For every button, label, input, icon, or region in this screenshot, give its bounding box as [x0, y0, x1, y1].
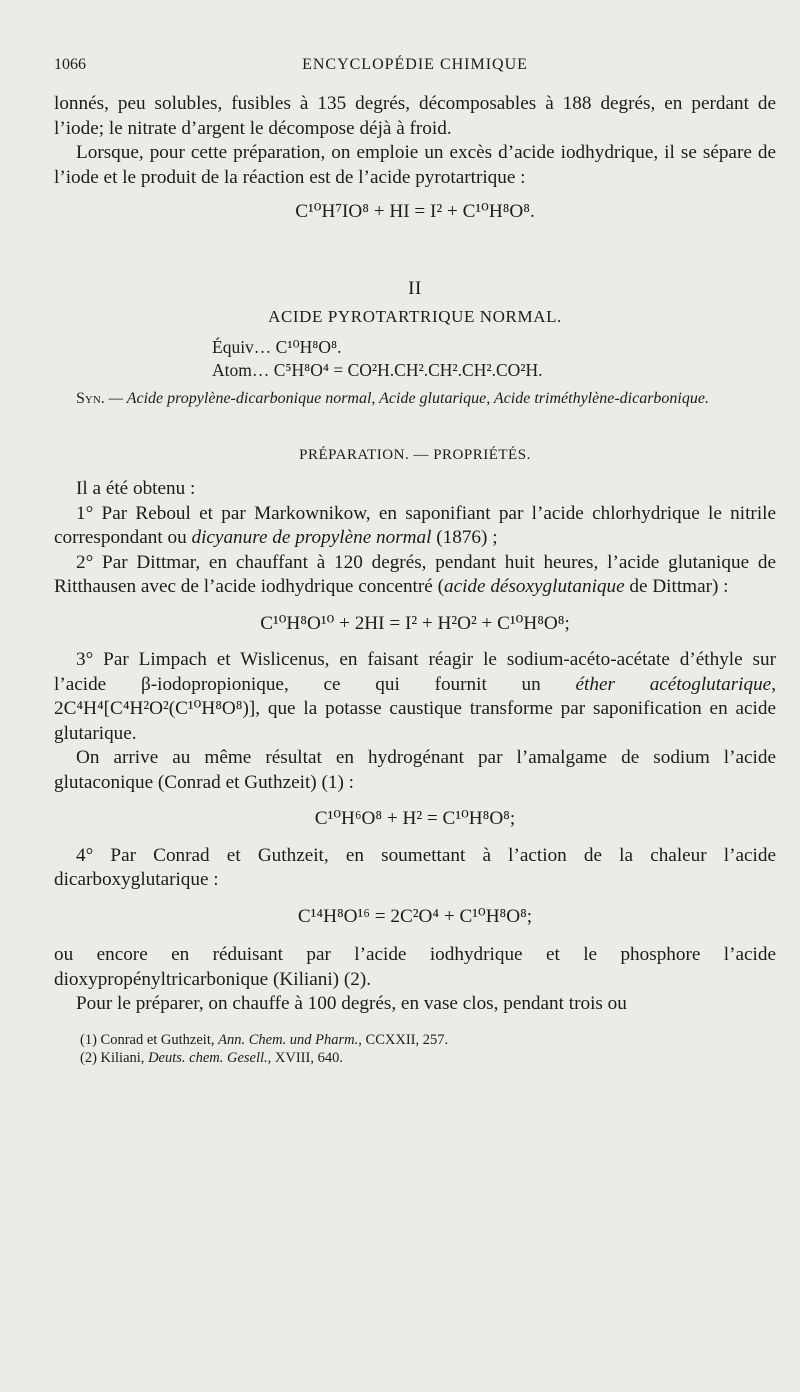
footnote-2-ref: XVIII, 640.: [274, 1049, 343, 1066]
item-1-italic: dicyanure de propylène normal: [191, 527, 432, 548]
paragraph-excess-iodhydric: Lorsque, pour cette préparation, on emploie un excès d’acide iodhydrique, il se sépare de l’iode et le produit de la réaction est de l’acide pyrotartrique :: [54, 142, 776, 188]
paragraph-continuation: lonnés, peu solubles, fusibles à 135 degrés, décomposables à 188 degrés, en perdant de l’iode; le nitrate d’argent le décompose déjà à froid.: [54, 93, 776, 139]
footnotes: [54, 1031, 776, 1067]
formula-1: C¹⁰H⁷IO⁸ + HI = I² + C¹⁰H⁸O⁸.: [295, 201, 535, 222]
item-2-end: de Dittmar) :: [629, 576, 729, 597]
equiv-formula: Équiv… C¹⁰H⁸O⁸.: [212, 336, 342, 357]
paragraph-same-result: On arrive au même résultat en hydrogénant par l’amalgame de sodium l’acide glutaconique (Conrad et Guthzeit) (1) :: [54, 747, 776, 793]
item-1-end: (1876) ;: [436, 527, 498, 548]
footnote-1: [80, 1031, 776, 1049]
section-title: ACIDE PYROTARTRIQUE NORMAL.: [268, 307, 562, 326]
item-3-text: 3° Par Limpach et Wislicenus, en faisant réagir le sodium-acéto-acétate d’éthyle sur l’acide β-iodopropionique, ce qui fournit un: [54, 649, 776, 695]
page-body: [54, 92, 776, 1067]
section-number: II: [408, 277, 422, 299]
subsection-title: PRÉPARATION. — PROPRIÉTÉS.: [299, 446, 531, 463]
item-3-italic: éther acétoglutarique,: [575, 673, 776, 695]
atom-formula: Atom… C⁵H⁸O⁴ = CO²H.CH².CH².CH².CO²H.: [212, 359, 543, 380]
item-3-end: 2C⁴H⁴[C⁴H²O²(C¹⁰H⁸O⁸)], que la potasse caustique transforme par saponification en acide glutarique.: [54, 698, 776, 744]
formula-2: C¹⁰H⁸O¹⁰ + 2HI = I² + H²O² + C¹⁰H⁸O⁸;: [260, 612, 570, 634]
synonyms: [54, 388, 776, 409]
formula-3: C¹⁰H⁶O⁸ + H² = C¹⁰H⁸O⁸;: [314, 808, 516, 829]
page-number: 1066: [54, 56, 86, 73]
item-1: [54, 502, 776, 551]
item-4: 4° Par Conrad et Guthzeit, en soumettant à l’action de la chaleur l’acide dicarboxyglutarique :: [54, 844, 776, 890]
item-2-italic: acide désoxyglutanique: [443, 576, 625, 597]
item-3: [54, 648, 776, 746]
footnote-2-text: (2) Kiliani,: [80, 1049, 145, 1066]
synonyms-text: — Acide propylène-dicarbonique normal, Acide glutarique, Acide triméthylène-dicarbonique.: [108, 389, 709, 407]
footnote-1-journal: Ann. Chem. und Pharm.,: [218, 1031, 362, 1048]
footnote-2: [80, 1049, 776, 1067]
item-2-text: 2° Par Dittmar, en chauffant à 120 degrés, pendant huit heures, l’acide glutanique de Ritthausen avec de l’acide iodhydrique concentré (: [54, 551, 776, 597]
paragraph-dioxy: ou encore en réduisant par l’acide iodhydrique et le phosphore l’acide dioxypropényltricarbonique (Kiliani) (2).: [54, 944, 776, 990]
paragraph-preparation: Pour le préparer, on chauffe à 100 degrés, en vase clos, pendant trois ou: [76, 993, 627, 1014]
footnote-1-ref: CCXXII, 257.: [365, 1031, 449, 1048]
item-2: [54, 551, 776, 600]
intro-line: Il a été obtenu :: [76, 478, 196, 499]
running-head: ENCYCLOPÉDIE CHIMIQUE: [302, 56, 528, 73]
footnote-2-journal: Deuts. chem. Gesell.,: [148, 1049, 272, 1066]
item-1-text: 1° Par Reboul et par Markownikow, en saponifiant par l’acide chlorhydrique le nitrile correspondant ou: [54, 502, 776, 548]
footnote-1-text: (1) Conrad et Guthzeit,: [80, 1031, 215, 1048]
formula-4: C¹⁴H⁸O¹⁶ = 2C²O⁴ + C¹⁰H⁸O⁸;: [297, 905, 533, 927]
synonyms-label: Syn.: [76, 389, 105, 407]
